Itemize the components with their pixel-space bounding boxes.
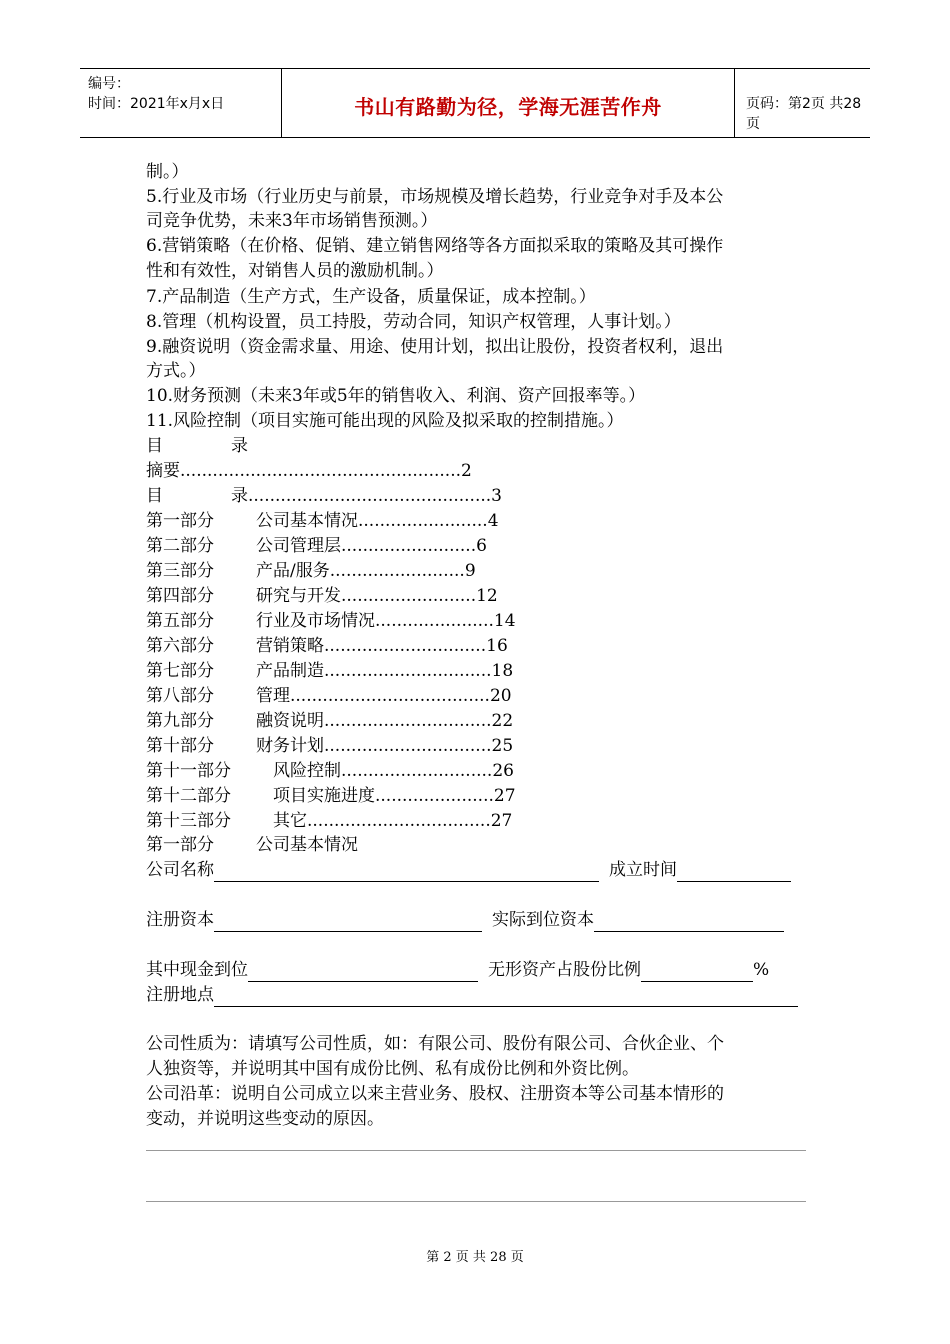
company-name-label: 公司名称 [146, 860, 214, 880]
toc-page: 22 [491, 711, 514, 731]
toc-part: 第六部分 [146, 636, 214, 656]
toc-part: 第四部分 [146, 586, 214, 606]
page-info: 页码：第2页 共28页 [746, 96, 862, 132]
toc-title: 项目实施进度 [273, 786, 375, 806]
intro-line: 10.财务预测（未来3年或5年的销售收入、利润、资产回报率等。） [146, 386, 646, 406]
blank-line[interactable] [146, 1201, 806, 1202]
page-header [80, 68, 870, 138]
registered-capital-field[interactable] [214, 913, 482, 932]
toc-page: 6 [476, 536, 487, 556]
toc-entry[interactable] [146, 484, 502, 508]
form-row-capital [146, 908, 784, 932]
cash-paid-label: 其中现金到位 [146, 960, 248, 980]
toc-title: 管理 [256, 686, 290, 706]
toc-part: 第五部分 [146, 611, 214, 631]
reg-address-label: 注册地点 [146, 985, 214, 1005]
intro-line: 9.融资说明（资金需求量、用途、使用计划，拟出让股份，投资者权利，退出 [146, 337, 724, 357]
toc-label-a: 目 [146, 486, 163, 506]
toc-title-b: 录 [231, 436, 248, 456]
toc-entry[interactable] [146, 659, 513, 683]
toc-page: 3 [491, 486, 502, 506]
form-row-company [146, 858, 791, 882]
toc-title-a: 目 [146, 436, 163, 456]
toc-dots: ......................... [329, 561, 465, 581]
blank-line[interactable] [146, 1150, 806, 1151]
toc-page: 20 [489, 686, 512, 706]
toc-entry[interactable] [146, 759, 514, 783]
percent-sign: % [753, 960, 770, 980]
toc-title [146, 434, 248, 458]
date-label: 时间：2021年x月x日 [88, 96, 225, 112]
section-heading [146, 833, 358, 857]
toc-dots: ............................... [324, 736, 492, 756]
toc-dots: ...................... [375, 611, 494, 631]
toc-page: 25 [491, 736, 514, 756]
toc-entry[interactable] [146, 534, 487, 558]
toc-title: 融资说明 [256, 711, 324, 731]
form-row-address [146, 983, 798, 1007]
toc-entry[interactable] [146, 559, 476, 583]
nature-line: 公司沿革：说明自公司成立以来主营业务、股权、注册资本等公司基本情形的 [146, 1084, 724, 1104]
intro-line: 制。） [146, 162, 189, 182]
toc-part: 第三部分 [146, 561, 214, 581]
toc-page: 9 [464, 561, 476, 581]
toc-title: 其它 [273, 811, 307, 831]
number-label: 编号： [88, 76, 130, 92]
toc-title: 财务计划 [256, 736, 324, 756]
toc-dots: ......................... [341, 536, 477, 556]
toc-entry[interactable] [146, 634, 508, 658]
toc-part: 第十一部分 [146, 761, 231, 781]
toc-dots: ............................ [341, 761, 493, 781]
established-field[interactable] [677, 863, 791, 882]
intro-line: 性和有效性，对销售人员的激励机制。） [146, 261, 444, 281]
established-label: 成立时间 [609, 860, 677, 880]
toc-dots: ........................ [358, 511, 488, 531]
intro-line: 7.产品制造（生产方式，生产设备，质量保证，成本控制。） [146, 287, 596, 307]
toc-entry[interactable] [146, 784, 516, 808]
toc-page: 26 [492, 761, 514, 781]
toc-title: 风险控制 [273, 761, 341, 781]
toc-entry[interactable] [146, 584, 498, 608]
intro-line: 6.营销策略（在价格、促销、建立销售网络等各方面拟采取的策略及其可操作 [146, 236, 724, 256]
header-motto-cell [282, 69, 735, 137]
toc-entry[interactable] [146, 684, 512, 708]
toc-dots: .............................. [324, 636, 487, 656]
company-name-field[interactable] [214, 863, 599, 882]
toc-part: 第十三部分 [146, 811, 231, 831]
paid-capital-field[interactable] [594, 913, 784, 932]
motto: 书山有路勤为径，学海无涯苦作舟 [354, 95, 662, 119]
toc-dots: ..................................... [290, 686, 490, 706]
toc-page: 2 [461, 461, 472, 481]
toc-entry[interactable] [146, 734, 513, 758]
toc-part: 第九部分 [146, 711, 214, 731]
toc-part: 第一部分 [146, 511, 214, 531]
toc-entry[interactable] [146, 809, 512, 833]
registered-capital-label: 注册资本 [146, 910, 214, 930]
toc-title: 产品/服务 [256, 561, 330, 581]
toc-entry[interactable] [146, 509, 499, 533]
nature-line: 人独资等，并说明其中国有成份比例、私有成份比例和外资比例。 [146, 1059, 639, 1079]
intro-line: 8.管理（机构设置，员工持股，劳动合同，知识产权管理，人事计划。） [146, 312, 681, 332]
reg-address-field[interactable] [214, 988, 798, 1007]
toc-dots: ............................... [324, 711, 492, 731]
toc-part: 第十部分 [146, 736, 214, 756]
toc-title: 产品制造 [256, 661, 324, 681]
section-title: 公司基本情况 [256, 835, 358, 855]
toc-label: 摘要 [146, 461, 180, 481]
intro-line: 司竞争优势，未来3年市场销售预测。） [146, 211, 438, 231]
intro-line: 5.行业及市场（行业历史与前景，市场规模及增长趋势，行业竞争对手及本公 [146, 187, 724, 207]
toc-title: 公司管理层 [256, 536, 341, 556]
toc-page: 12 [476, 586, 498, 606]
toc-dots: .................................................... [180, 461, 461, 481]
toc-title: 公司基本情况 [256, 511, 358, 531]
intro-line: 11.风险控制（项目实施可能出现的风险及拟采取的控制措施。） [146, 411, 624, 431]
toc-page: 14 [493, 611, 516, 631]
nature-line: 变动，并说明这些变动的原因。 [146, 1109, 384, 1129]
intangible-ratio-field[interactable] [641, 963, 753, 982]
toc-entry[interactable] [146, 609, 516, 633]
section-part: 第一部分 [146, 835, 214, 855]
toc-title: 研究与开发 [256, 586, 341, 606]
cash-paid-field[interactable] [248, 963, 478, 982]
toc-dots: ............................................. [248, 486, 492, 506]
toc-page: 18 [491, 661, 514, 681]
toc-page: 27 [490, 811, 513, 831]
form-row-cash [146, 958, 769, 982]
toc-dots: ......................... [341, 586, 477, 606]
toc-part: 第十二部分 [146, 786, 231, 806]
nature-line: 公司性质为：请填写公司性质，如：有限公司、股份有限公司、合伙企业、个 [146, 1034, 724, 1054]
toc-part: 第七部分 [146, 661, 214, 681]
toc-title: 营销策略 [256, 636, 324, 656]
toc-part: 第八部分 [146, 686, 214, 706]
toc-dots: ............................... [324, 661, 492, 681]
toc-page: 4 [487, 511, 499, 531]
toc-label-b: 录 [231, 486, 248, 506]
header-meta [80, 69, 282, 137]
intro-line: 方式。） [146, 361, 206, 381]
toc-dots: ...................... [375, 786, 494, 806]
page-footer: 第 2 页 共 28 页 [426, 1250, 524, 1265]
toc-entry[interactable] [146, 709, 513, 733]
paid-capital-label: 实际到位资本 [492, 910, 594, 930]
toc-page: 16 [486, 636, 508, 656]
toc-part: 第二部分 [146, 536, 214, 556]
toc-dots: .................................. [307, 811, 491, 831]
intangible-ratio-label: 无形资产占股份比例 [488, 960, 641, 980]
toc-entry[interactable] [146, 459, 472, 483]
toc-page: 27 [493, 786, 516, 806]
toc-title: 行业及市场情况 [256, 611, 375, 631]
